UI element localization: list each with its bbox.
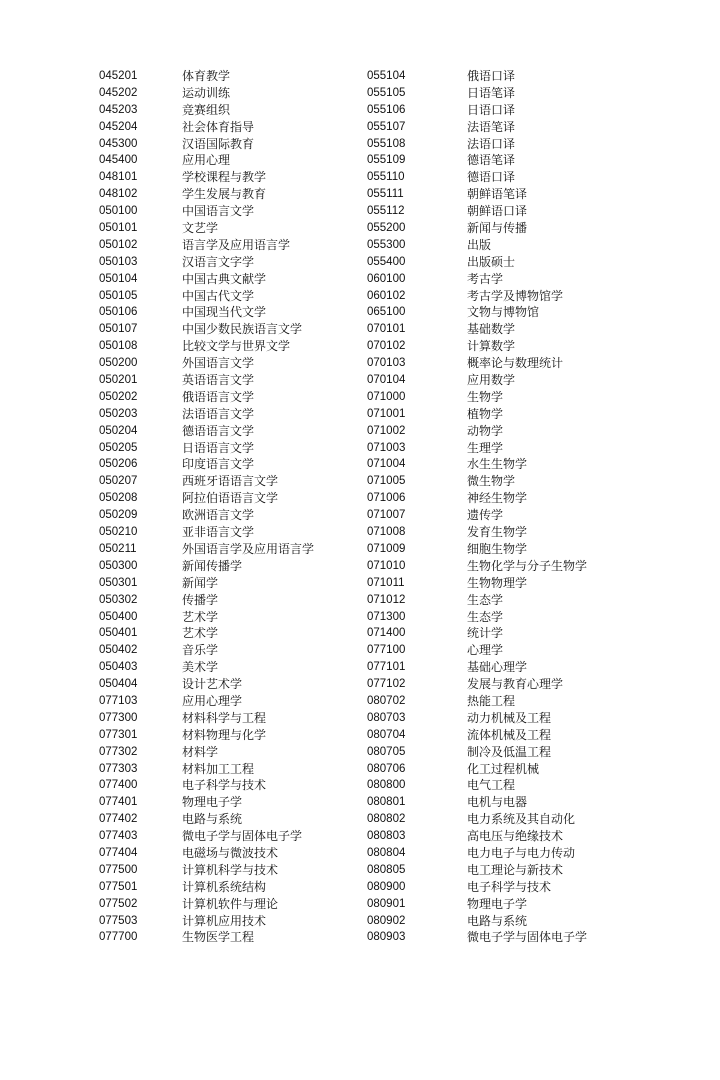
table-row <box>0 642 720 659</box>
right-code-cell: 080706 <box>367 762 406 775</box>
table-row <box>0 625 720 642</box>
left-code-cell: 045300 <box>99 137 138 150</box>
left-code-cell: 050300 <box>99 559 138 572</box>
left-name-cell: 中国少数民族语言文学 <box>182 322 303 337</box>
left-name-cell: 德语语言文学 <box>182 423 255 438</box>
right-name-cell: 电力系统及其自动化 <box>467 812 576 827</box>
left-code-cell: 077401 <box>99 796 138 809</box>
left-name-cell: 竞赛组织 <box>182 102 231 117</box>
right-name-cell: 生理学 <box>467 440 504 455</box>
left-code-cell: 077404 <box>99 846 138 859</box>
table-row <box>0 440 720 457</box>
left-name-cell: 阿拉伯语语言文学 <box>182 491 279 506</box>
right-code-cell: 071003 <box>367 441 406 454</box>
table-row <box>0 929 720 946</box>
right-code-cell: 080803 <box>367 830 406 843</box>
right-code-cell: 071011 <box>367 576 405 589</box>
right-code-cell: 077100 <box>367 644 406 657</box>
right-code-cell: 055109 <box>367 154 406 167</box>
table-row <box>0 355 720 372</box>
right-code-cell: 071006 <box>367 492 406 505</box>
right-name-cell: 朝鲜语笔译 <box>467 187 528 202</box>
left-code-cell: 077303 <box>99 762 138 775</box>
right-name-cell: 新闻与传播 <box>467 221 528 236</box>
left-code-cell: 077400 <box>99 779 138 792</box>
left-code-cell: 045204 <box>99 120 138 133</box>
left-code-cell: 050400 <box>99 610 138 623</box>
right-code-cell: 080902 <box>367 914 406 927</box>
right-name-cell: 心理学 <box>467 643 504 658</box>
right-code-cell: 080801 <box>367 796 406 809</box>
right-name-cell: 基础心理学 <box>467 660 528 675</box>
right-code-cell: 071012 <box>367 593 406 606</box>
left-name-cell: 中国语言文学 <box>182 204 255 219</box>
right-name-cell: 高电压与绝缘技术 <box>467 829 564 844</box>
right-code-cell: 071004 <box>367 458 406 471</box>
right-code-cell: 080805 <box>367 863 406 876</box>
left-name-cell: 计算机软件与理论 <box>182 896 279 911</box>
right-code-cell: 077102 <box>367 678 406 691</box>
right-name-cell: 神经生物学 <box>467 491 528 506</box>
right-name-cell: 生态学 <box>467 609 504 624</box>
right-name-cell: 遗传学 <box>467 508 504 523</box>
table-row <box>0 676 720 693</box>
right-name-cell: 电力电子与电力传动 <box>467 845 576 860</box>
table-row <box>0 473 720 490</box>
left-code-cell: 050302 <box>99 593 138 606</box>
left-name-cell: 材料物理与化学 <box>182 727 267 742</box>
left-name-cell: 亚非语言文学 <box>182 525 255 540</box>
left-code-cell: 050102 <box>99 238 138 251</box>
left-name-cell: 印度语言文学 <box>182 457 255 472</box>
left-code-cell: 050105 <box>99 289 138 302</box>
left-name-cell: 中国现当代文学 <box>182 305 267 320</box>
right-name-cell: 日语口译 <box>467 102 516 117</box>
table-row <box>0 85 720 102</box>
table-row <box>0 828 720 845</box>
right-name-cell: 动力机械及工程 <box>467 710 552 725</box>
left-name-cell: 物理电子学 <box>182 795 243 810</box>
right-code-cell: 070104 <box>367 374 406 387</box>
left-name-cell: 音乐学 <box>182 643 219 658</box>
right-name-cell: 生物学 <box>467 389 504 404</box>
left-code-cell: 077301 <box>99 728 138 741</box>
left-code-cell: 045400 <box>99 154 138 167</box>
right-code-cell: 065100 <box>367 306 406 319</box>
right-code-cell: 080702 <box>367 694 406 707</box>
table-row <box>0 237 720 254</box>
table-row <box>0 794 720 811</box>
right-name-cell: 生态学 <box>467 592 504 607</box>
table-row <box>0 693 720 710</box>
left-name-cell: 汉语国际教育 <box>182 136 255 151</box>
left-name-cell: 比较文学与世界文学 <box>182 339 291 354</box>
left-code-cell: 050207 <box>99 475 138 488</box>
left-code-cell: 050101 <box>99 222 138 235</box>
table-row <box>0 761 720 778</box>
right-name-cell: 流体机械及工程 <box>467 727 552 742</box>
left-name-cell: 汉语言文字学 <box>182 254 255 269</box>
right-name-cell: 电子科学与技术 <box>467 879 552 894</box>
table-row <box>0 913 720 930</box>
left-code-cell: 045203 <box>99 103 138 116</box>
left-name-cell: 学校课程与教学 <box>182 170 267 185</box>
right-name-cell: 统计学 <box>467 626 504 641</box>
left-name-cell: 艺术学 <box>182 609 219 624</box>
right-code-cell: 071009 <box>367 542 406 555</box>
right-name-cell: 俄语口译 <box>467 69 516 83</box>
left-name-cell: 材料学 <box>182 744 219 759</box>
right-code-cell: 080703 <box>367 711 406 724</box>
table-row <box>0 541 720 558</box>
right-name-cell: 物理电子学 <box>467 896 528 911</box>
left-name-cell: 外国语言学及应用语言学 <box>182 541 315 556</box>
right-code-cell: 060100 <box>367 272 406 285</box>
right-name-cell: 发育生物学 <box>467 525 528 540</box>
table-row <box>0 119 720 136</box>
right-name-cell: 出版 <box>467 237 492 252</box>
left-code-cell: 050205 <box>99 441 138 454</box>
right-code-cell: 080800 <box>367 779 406 792</box>
right-code-cell: 055300 <box>367 238 406 251</box>
left-name-cell: 设计艺术学 <box>182 677 243 692</box>
table-row <box>0 254 720 271</box>
right-code-cell: 055400 <box>367 255 406 268</box>
left-code-cell: 077501 <box>99 880 138 893</box>
left-name-cell: 文艺学 <box>182 221 219 236</box>
table-row <box>0 203 720 220</box>
left-code-cell: 077503 <box>99 914 138 927</box>
left-name-cell: 西班牙语语言文学 <box>182 474 279 489</box>
left-name-cell: 俄语语言文学 <box>182 389 255 404</box>
table-row <box>0 152 720 169</box>
right-name-cell: 电气工程 <box>467 778 516 793</box>
table-row <box>0 423 720 440</box>
right-name-cell: 德语笔译 <box>467 153 516 168</box>
right-name-cell: 法语口译 <box>467 136 516 151</box>
table-row <box>0 321 720 338</box>
right-code-cell: 055104 <box>367 70 406 82</box>
left-name-cell: 计算机应用技术 <box>182 913 267 928</box>
right-name-cell: 微生物学 <box>467 474 516 489</box>
right-name-cell: 热能工程 <box>467 693 516 708</box>
right-name-cell: 法语笔译 <box>467 119 516 134</box>
table-row <box>0 879 720 896</box>
left-name-cell: 体育教学 <box>182 69 231 83</box>
left-code-cell: 048102 <box>99 188 138 201</box>
right-code-cell: 071010 <box>367 559 406 572</box>
right-name-cell: 生物化学与分子生物学 <box>467 558 588 573</box>
table-row <box>0 896 720 913</box>
right-name-cell: 出版硕士 <box>467 254 516 269</box>
major-code-table <box>0 68 720 946</box>
left-code-cell: 050210 <box>99 526 138 539</box>
table-row <box>0 338 720 355</box>
table-row <box>0 304 720 321</box>
left-code-cell: 050103 <box>99 255 138 268</box>
table-row <box>0 271 720 288</box>
right-code-cell: 071005 <box>367 475 406 488</box>
right-code-cell: 055106 <box>367 103 406 116</box>
right-name-cell: 微电子学与固体电子学 <box>467 930 588 945</box>
table-row <box>0 68 720 85</box>
right-name-cell: 发展与教育心理学 <box>467 677 564 692</box>
table-row <box>0 811 720 828</box>
left-code-cell: 050203 <box>99 407 138 420</box>
table-row <box>0 777 720 794</box>
left-code-cell: 050100 <box>99 205 138 218</box>
table-row <box>0 845 720 862</box>
right-name-cell: 考古学及博物馆学 <box>467 288 564 303</box>
left-code-cell: 050202 <box>99 390 138 403</box>
right-code-cell: 055112 <box>367 205 405 218</box>
right-name-cell: 细胞生物学 <box>467 541 528 556</box>
right-name-cell: 德语口译 <box>467 170 516 185</box>
table-row <box>0 862 720 879</box>
left-name-cell: 材料加工工程 <box>182 761 255 776</box>
table-row <box>0 575 720 592</box>
left-code-cell: 050108 <box>99 340 138 353</box>
left-name-cell: 生物医学工程 <box>182 930 255 945</box>
right-name-cell: 生物物理学 <box>467 575 528 590</box>
left-code-cell: 077500 <box>99 863 138 876</box>
left-name-cell: 欧洲语言文学 <box>182 508 255 523</box>
right-code-cell: 071000 <box>367 390 406 403</box>
left-name-cell: 美术学 <box>182 660 219 675</box>
left-name-cell: 运动训练 <box>182 85 231 100</box>
right-code-cell: 070101 <box>367 323 406 336</box>
right-name-cell: 日语笔译 <box>467 85 516 100</box>
left-name-cell: 电路与系统 <box>182 812 243 827</box>
table-row <box>0 609 720 626</box>
right-code-cell: 070103 <box>367 357 406 370</box>
right-code-cell: 080804 <box>367 846 406 859</box>
table-row <box>0 744 720 761</box>
right-code-cell: 055200 <box>367 222 406 235</box>
right-name-cell: 电机与电器 <box>467 795 528 810</box>
right-code-cell: 080705 <box>367 745 406 758</box>
left-name-cell: 电子科学与技术 <box>182 778 267 793</box>
left-code-cell: 050200 <box>99 357 138 370</box>
right-name-cell: 基础数学 <box>467 322 516 337</box>
left-name-cell: 新闻传播学 <box>182 558 243 573</box>
right-name-cell: 水生生物学 <box>467 457 528 472</box>
left-name-cell: 社会体育指导 <box>182 119 255 134</box>
right-code-cell: 071002 <box>367 424 406 437</box>
right-name-cell: 动物学 <box>467 423 504 438</box>
left-code-cell: 050104 <box>99 272 138 285</box>
left-name-cell: 传播学 <box>182 592 219 607</box>
left-name-cell: 日语语言文学 <box>182 440 255 455</box>
right-name-cell: 化工过程机械 <box>467 761 540 776</box>
left-code-cell: 050401 <box>99 627 138 640</box>
left-code-cell: 077403 <box>99 830 138 843</box>
left-name-cell: 应用心理学 <box>182 693 243 708</box>
left-name-cell: 计算机系统结构 <box>182 879 267 894</box>
left-code-cell: 050206 <box>99 458 138 471</box>
right-name-cell: 制冷及低温工程 <box>467 744 552 759</box>
left-code-cell: 050107 <box>99 323 138 336</box>
left-name-cell: 应用心理 <box>182 153 231 168</box>
right-code-cell: 060102 <box>367 289 406 302</box>
table-row <box>0 220 720 237</box>
left-code-cell: 077402 <box>99 813 138 826</box>
left-name-cell: 语言学及应用语言学 <box>182 237 291 252</box>
right-name-cell: 概率论与数理统计 <box>467 356 564 371</box>
left-name-cell: 材料科学与工程 <box>182 710 267 725</box>
table-row <box>0 710 720 727</box>
table-row <box>0 490 720 507</box>
right-code-cell: 055111 <box>367 188 404 201</box>
left-code-cell: 050106 <box>99 306 138 319</box>
right-code-cell: 055107 <box>367 120 406 133</box>
right-name-cell: 植物学 <box>467 406 504 421</box>
left-code-cell: 050403 <box>99 661 138 674</box>
table-row <box>0 507 720 524</box>
right-name-cell: 应用数学 <box>467 373 516 388</box>
right-code-cell: 080903 <box>367 931 406 944</box>
table-row <box>0 389 720 406</box>
left-name-cell: 计算机科学与技术 <box>182 862 279 877</box>
left-code-cell: 050204 <box>99 424 138 437</box>
table-row <box>0 592 720 609</box>
right-code-cell: 071400 <box>367 627 406 640</box>
right-code-cell: 055108 <box>367 137 406 150</box>
left-code-cell: 045201 <box>99 70 138 82</box>
right-name-cell: 电路与系统 <box>467 913 528 928</box>
left-name-cell: 外国语言文学 <box>182 356 255 371</box>
left-name-cell: 微电子学与固体电子学 <box>182 829 303 844</box>
right-name-cell: 考古学 <box>467 271 504 286</box>
right-code-cell: 071008 <box>367 526 406 539</box>
right-code-cell: 080901 <box>367 897 406 910</box>
right-name-cell: 计算数学 <box>467 339 516 354</box>
table-row <box>0 524 720 541</box>
left-code-cell: 077700 <box>99 931 138 944</box>
left-name-cell: 英语语言文学 <box>182 373 255 388</box>
table-row <box>0 169 720 186</box>
right-code-cell: 077101 <box>367 661 406 674</box>
right-code-cell: 071001 <box>367 407 406 420</box>
left-name-cell: 艺术学 <box>182 626 219 641</box>
right-name-cell: 文物与博物馆 <box>467 305 540 320</box>
table-row <box>0 136 720 153</box>
right-code-cell: 070102 <box>367 340 406 353</box>
left-code-cell: 077302 <box>99 745 138 758</box>
left-name-cell: 新闻学 <box>182 575 219 590</box>
table-row <box>0 456 720 473</box>
right-code-cell: 071007 <box>367 509 406 522</box>
left-code-cell: 050404 <box>99 678 138 691</box>
left-code-cell: 045202 <box>99 86 138 99</box>
left-name-cell: 法语语言文学 <box>182 406 255 421</box>
left-code-cell: 077300 <box>99 711 138 724</box>
left-name-cell: 中国古代文学 <box>182 288 255 303</box>
table-row <box>0 372 720 389</box>
left-code-cell: 050211 <box>99 542 137 555</box>
left-code-cell: 077103 <box>99 694 138 707</box>
table-row <box>0 186 720 203</box>
left-name-cell: 中国古典文献学 <box>182 271 267 286</box>
right-code-cell: 055110 <box>367 171 405 184</box>
right-code-cell: 080900 <box>367 880 406 893</box>
table-row <box>0 558 720 575</box>
left-name-cell: 学生发展与教育 <box>182 187 267 202</box>
table-row <box>0 406 720 423</box>
left-code-cell: 050208 <box>99 492 138 505</box>
right-code-cell: 055105 <box>367 86 406 99</box>
left-code-cell: 050209 <box>99 509 138 522</box>
table-row <box>0 727 720 744</box>
left-code-cell: 050402 <box>99 644 138 657</box>
left-code-cell: 050301 <box>99 576 138 589</box>
table-row <box>0 659 720 676</box>
table-row <box>0 102 720 119</box>
right-name-cell: 电工理论与新技术 <box>467 862 564 877</box>
left-code-cell: 048101 <box>99 171 138 184</box>
table-row <box>0 288 720 305</box>
right-code-cell: 071300 <box>367 610 406 623</box>
left-code-cell: 050201 <box>99 374 138 387</box>
left-name-cell: 电磁场与微波技术 <box>182 845 279 860</box>
left-code-cell: 077502 <box>99 897 138 910</box>
right-code-cell: 080802 <box>367 813 406 826</box>
right-name-cell: 朝鲜语口译 <box>467 204 528 219</box>
right-code-cell: 080704 <box>367 728 406 741</box>
